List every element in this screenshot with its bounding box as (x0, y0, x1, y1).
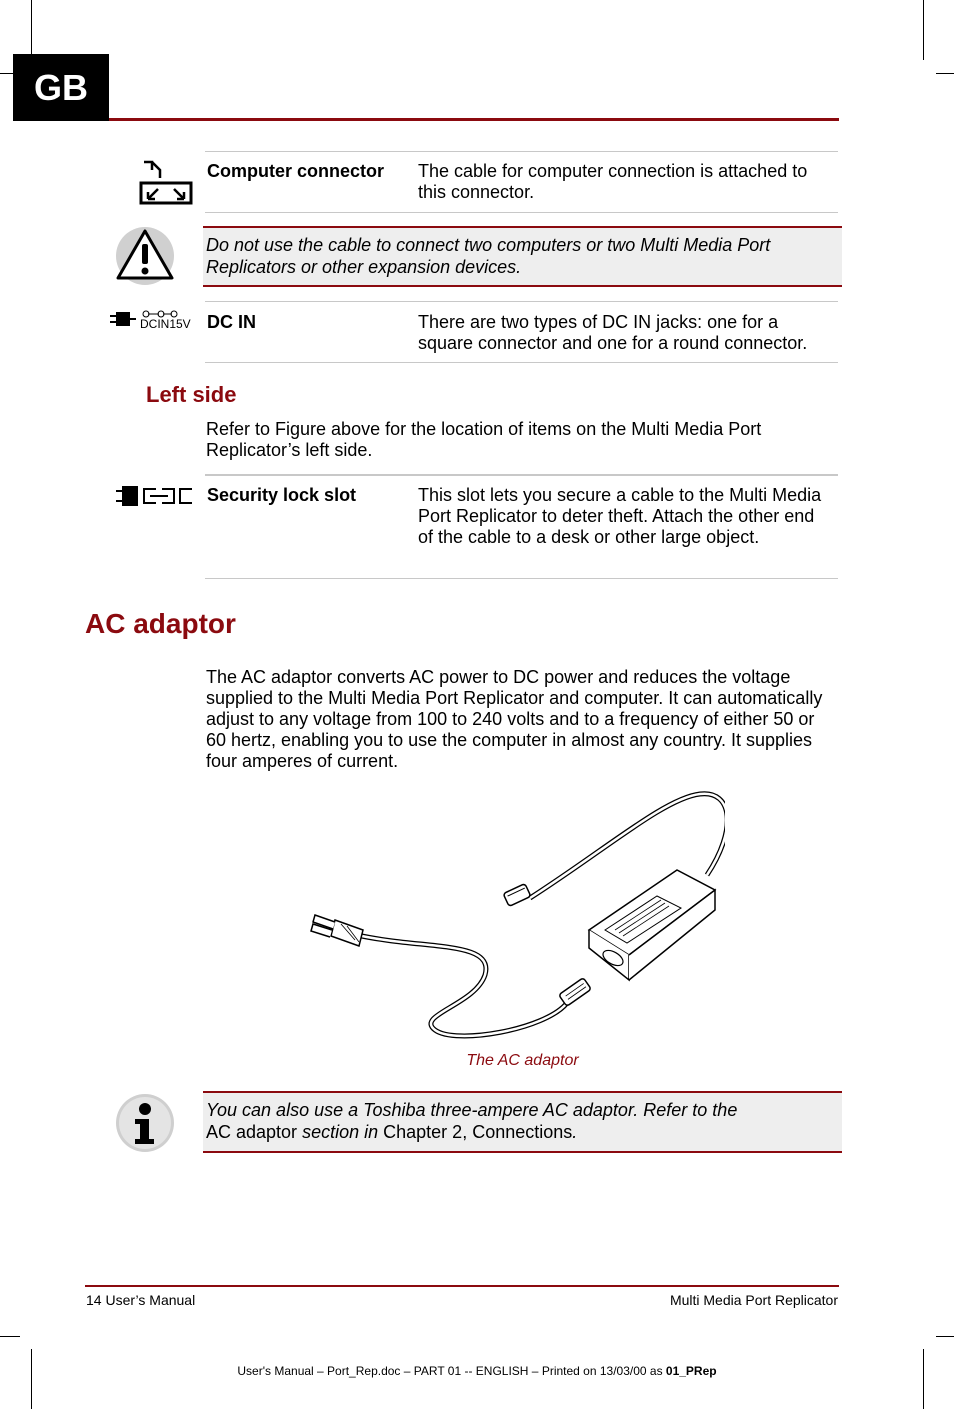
warning-icon (115, 226, 175, 286)
info-icon (115, 1093, 175, 1153)
warning-text: Do not use the cable to connect two computers or two Multi Media Port Replicators or other expansion devices. (206, 235, 771, 277)
language-tab: GB (13, 54, 109, 121)
info-note-link-ac-adaptor[interactable]: AC adaptor (206, 1122, 298, 1142)
security-lock-term: Security lock slot (207, 485, 357, 505)
left-side-intro: Refer to Figure above for the location of items on the Multi Media Port Replicator’s left side. (206, 419, 762, 460)
crop-mark (31, 0, 32, 60)
ac-adaptor-body: The AC adaptor converts AC power to DC power and reduces the voltage supplied to the Multi Media Port Replicator and computer. It can automatically adjust to any voltage from 100 to 240 volts and to a frequency of either 50 or 60 hertz, enabling you to use the computer in almost any country. It supplies four amperes of current. (206, 667, 823, 771)
crop-mark (923, 0, 924, 60)
print-info-text: User's Manual – Port_Rep.doc – PART 01 -- ENGLISH – Printed on 13/03/00 as (237, 1364, 666, 1378)
print-info-line (0, 1364, 954, 1378)
dc-in-term: DC IN (207, 312, 256, 332)
info-note-text: You can also use a Toshiba three-ampere AC adaptor. Refer to the (206, 1100, 738, 1120)
dc-in-icon-label: DCIN15V (140, 317, 191, 331)
footer-rule (85, 1285, 839, 1287)
divider (205, 474, 838, 476)
ac-adaptor-caption: The AC adaptor (466, 1052, 579, 1069)
computer-connector-term: Computer connector (207, 161, 385, 181)
divider (205, 212, 838, 213)
computer-connector-description: The cable for computer connection is attached to this connector. (418, 161, 808, 202)
info-note-text: . (572, 1122, 578, 1142)
info-note (203, 1091, 842, 1153)
divider (205, 578, 838, 579)
footer-left: 14 User’s Manual (86, 1292, 196, 1308)
header-rule (109, 118, 839, 121)
divider (205, 151, 838, 152)
security-lock-description: This slot lets you secure a cable to the Multi Media Port Replicator to deter theft. Attach the other end of the cable to a desk or other large object. (418, 485, 822, 547)
crop-mark (936, 73, 954, 74)
crop-mark (923, 1349, 924, 1409)
computer-connector-icon (138, 156, 196, 208)
dc-in-description: There are two types of DC IN jacks: one for a square connector and one for a round connector. (418, 312, 808, 353)
print-info-id: 01_PRep (665, 1364, 717, 1378)
footer-right: Multi Media Port Replicator (669, 1292, 838, 1308)
crop-mark (936, 1336, 954, 1337)
ac-adaptor-illustration (305, 790, 725, 1040)
divider (205, 301, 838, 302)
crop-mark (0, 1336, 20, 1337)
info-note-text: section in (302, 1122, 379, 1142)
ac-adaptor-heading: AC adaptor (85, 608, 236, 639)
left-side-heading: Left side (146, 382, 237, 407)
crop-mark (31, 1349, 32, 1409)
warning-note (203, 226, 842, 287)
security-lock-icon (116, 484, 194, 508)
info-note-link-chapter[interactable]: Chapter 2, Connections (383, 1122, 573, 1142)
divider (205, 362, 838, 363)
dc-in-icon (110, 308, 196, 332)
